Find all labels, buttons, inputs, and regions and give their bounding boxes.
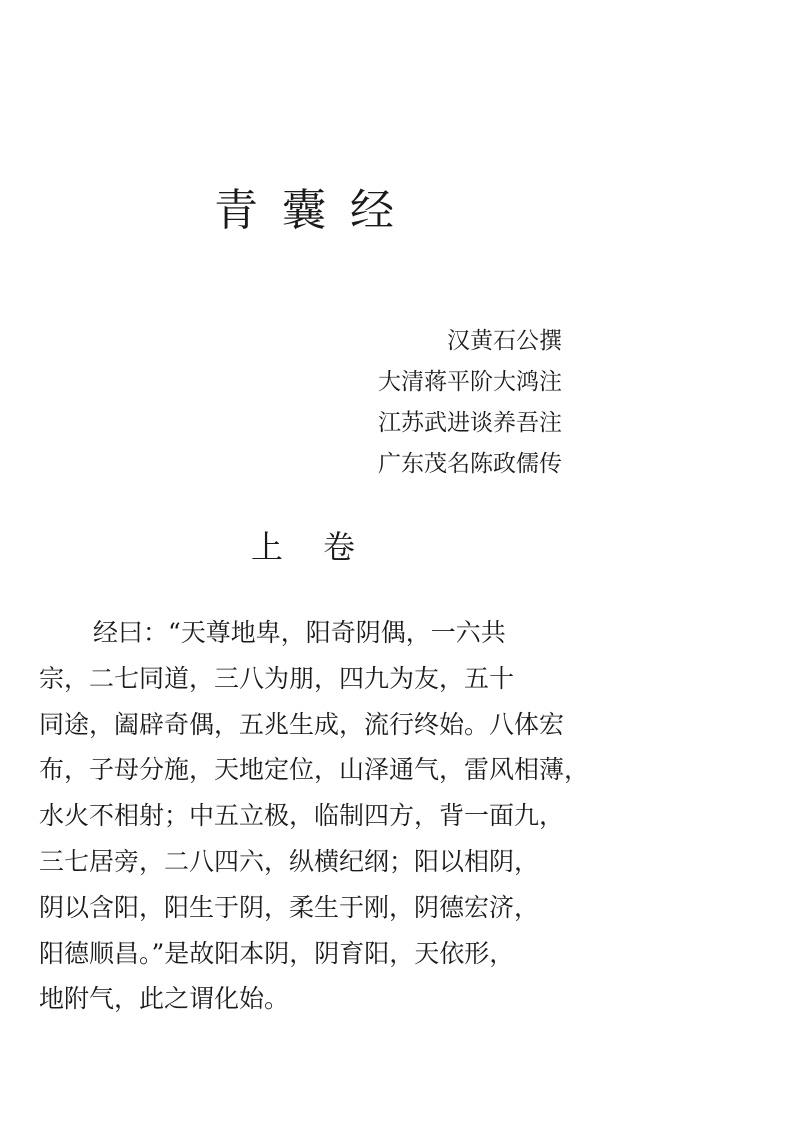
- text-line: 同途，阖辟奇偶，五兆生成，流行终始。八体宏: [39, 709, 565, 739]
- volume-heading: 上卷: [251, 528, 396, 566]
- author-line: 大清蒋平阶大鸿注: [378, 369, 562, 395]
- author-line: 广东茂名陈政儒传: [378, 451, 562, 477]
- text-line: 地附气，此之谓化始。: [39, 984, 290, 1014]
- text-line: 布，子母分施，天地定位，山泽通气，雷风相薄，: [39, 755, 590, 785]
- text-line: 宗，二七同道，三八为朋，四九为友，五十: [39, 663, 515, 693]
- text-line: 三七居旁，二八四六，纵横纪纲；阳以相阴，: [39, 846, 540, 876]
- text-line: 经曰：“天尊地卑，阳奇阴偶，一六共: [93, 618, 506, 647]
- book-title: 青囊经: [214, 185, 418, 236]
- text-line: 阳德顺昌。”是故阳本阴，阴育阳，天依形，: [39, 938, 515, 968]
- text-line: 水火不相射；中五立极，临制四方，背一面九，: [39, 801, 565, 831]
- author-line: 江苏武进谈养吾注: [378, 410, 562, 436]
- author-line: 汉黄石公撰: [447, 328, 562, 354]
- body-paragraph: [39, 610, 590, 1022]
- author-credits: [242, 321, 562, 485]
- text-line: 阴以含阳，阳生于阴，柔生于刚，阴德宏济，: [39, 892, 540, 922]
